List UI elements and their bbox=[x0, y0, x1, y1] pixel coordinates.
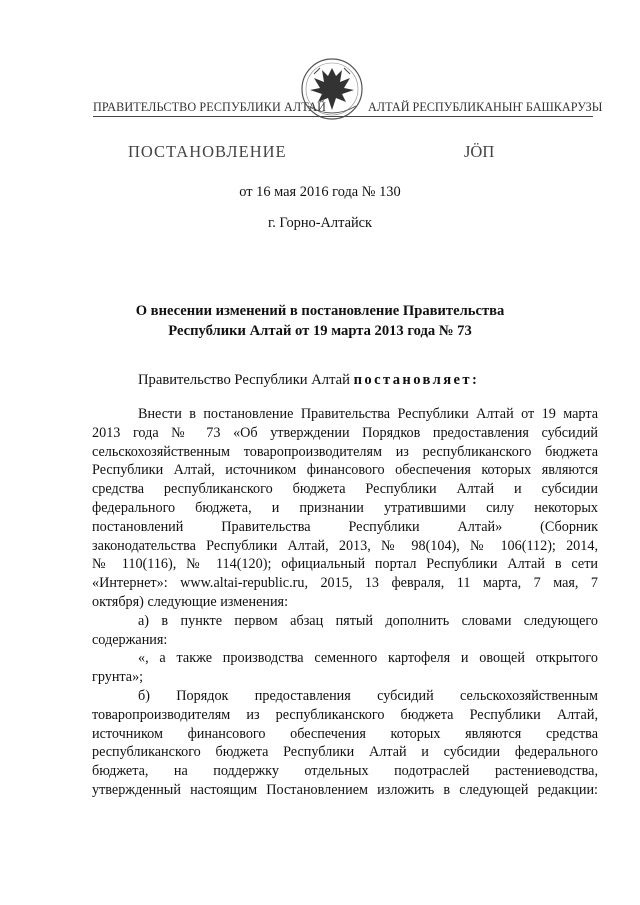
document-title bbox=[0, 302, 640, 341]
body-line: федерального бюджета, и признании утратившими силу некоторых bbox=[92, 499, 598, 516]
body-line: октября) следующие изменения: bbox=[92, 593, 289, 610]
body-line: республиканского бюджета Республики Алтай и субсидии федерального bbox=[92, 744, 598, 761]
body-line: Республики Алтай, источником финансового обеспечения которых являются bbox=[92, 462, 598, 479]
body-line: законодательства Республики Алтай, 2013, № 98(104), № 106(112); 2014, bbox=[92, 537, 598, 554]
org-name-russian: ПРАВИТЕЛЬСТВО РЕСПУБЛИКИ АЛТАЙ bbox=[93, 100, 327, 114]
body-line: Внести в постановление Правительства Республики Алтай от 19 марта bbox=[138, 406, 598, 422]
body-line: а) в пункте первом абзац пятый дополнить словами следующего bbox=[138, 612, 598, 629]
header-divider bbox=[93, 116, 593, 117]
title-line-1: О внесении изменений в постановление Правительства bbox=[135, 303, 505, 319]
body-line: «Интернет»: www.altai-republic.ru, 2015, 13 февраля, 11 марта, 7 мая, 7 bbox=[92, 575, 598, 592]
document-body bbox=[92, 405, 598, 800]
body-line: товаропроизводителям из республиканского бюджета Республики Алтай, bbox=[92, 706, 598, 723]
body-line: 2013 года № 73 «Об утверждении Порядков предоставления субсидий bbox=[92, 424, 598, 441]
body-line: б) Порядок предоставления субсидий сельскохозяйственным bbox=[138, 687, 598, 704]
intro-decrees: постановляет: bbox=[353, 372, 480, 388]
body-line: грунта»; bbox=[92, 669, 144, 686]
org-name-altai: АЛТАЙ РЕСПУБЛИКАНЫҤ БАШКАРУЗЫ bbox=[368, 100, 603, 114]
body-line: «, а также производства семенного картофеля и овощей открытого bbox=[138, 650, 598, 667]
title-line-2: Республики Алтай от 19 марта 2013 года № 73 bbox=[168, 322, 472, 339]
body-line: бюджета, на поддержку отдельных подотраслей растениеводства, bbox=[92, 763, 598, 780]
intro-prefix: Правительство Республики Алтай bbox=[138, 372, 350, 388]
body-line: сельскохозяйственным товаропроизводителям из республиканского бюджета bbox=[92, 443, 598, 460]
body-line: № 110(116), № 114(120); официальный портал Республики Алтай в сети bbox=[92, 556, 598, 573]
doc-type-altai: JӦП bbox=[464, 142, 495, 161]
body-line: содержания: bbox=[92, 631, 168, 648]
body-line: постановлений Правительства Республики Алтай» (Сборник bbox=[92, 518, 598, 535]
body-line: средства республиканского бюджета Республики Алтай и субсидии bbox=[92, 481, 598, 498]
decree-intro bbox=[138, 372, 479, 389]
doc-type-russian: ПОСТАНОВЛЕНИЕ bbox=[128, 142, 287, 161]
document-city: г. Горно-Алтайск bbox=[267, 215, 373, 231]
body-line: утвержденный настоящим Постановлением изложить в следующей редакции: bbox=[92, 781, 598, 798]
body-line: источником финансового обеспечения которых являются средства bbox=[92, 725, 598, 742]
document-date: от 16 мая 2016 года № 130 bbox=[239, 184, 401, 200]
